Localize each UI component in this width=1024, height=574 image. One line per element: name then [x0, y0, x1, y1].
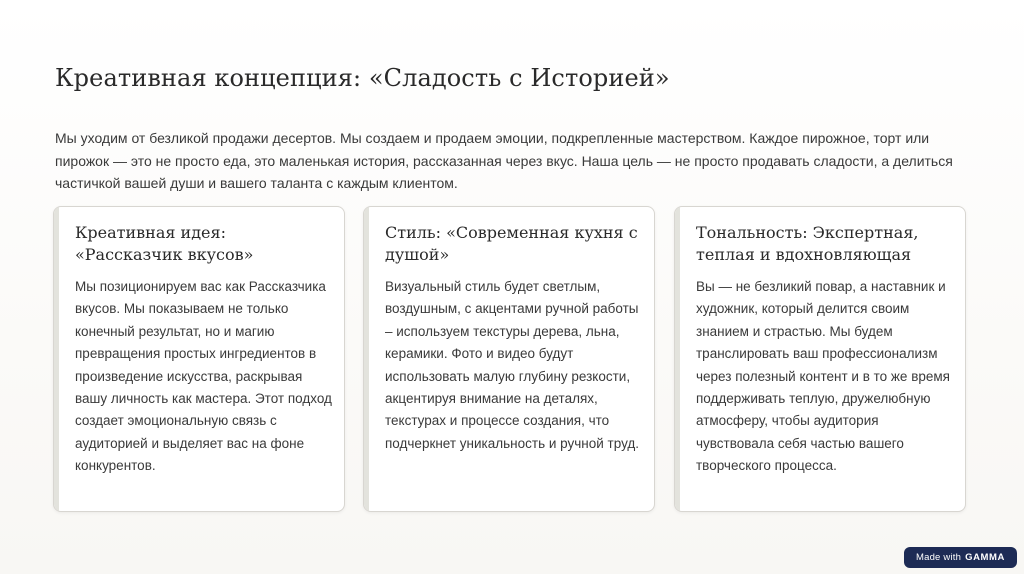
card-title: Тональность: Экспертная, теплая и вдохновляющая — [696, 223, 919, 264]
card-style — [363, 206, 655, 512]
badge-prefix: Made with — [915, 552, 962, 563]
card-title: Стиль: «Современная кухня с душой» — [385, 223, 638, 264]
card-body: Визуальный стиль будет светлым, воздушным, с акцентами ручной работы – используем текстуры дерева, льна, керамики. Фото и видео будут использовать малую глубину резкости, акцентируя внимание на деталях, текстурах и процессе создания, что подчеркнет уникальность и ручной труд. — [385, 279, 640, 451]
card-body: Вы — не безликий повар, а наставник и художник, который делится своим знанием и страстью. Мы будем транслировать ваш профессионализм через полезный контент и в то же время поддерживать теплую, дружелюбную атмосферу, чтобы аудитория чувствовала себя частью вашего творческого процесса. — [696, 279, 950, 474]
card-tone — [674, 206, 966, 512]
card-title: Креативная идея: «Рассказчик вкусов» — [75, 223, 254, 264]
intro-paragraph: Мы уходим от безликой продажи десертов. Мы создаем и продаем эмоции, подкрепленные мастерством. Каждое пирожное, торт или пирожок — это не просто еда, это маленькая история, рассказанная через вкус. Наша цель — не просто продавать сладости, а делиться частичкой вашей души и вашего таланта с каждым клиентом. — [55, 130, 953, 191]
slide-title: Креативная концепция: «Сладость с Историей» — [55, 64, 670, 92]
gamma-logo-text: GAMMA — [965, 552, 1006, 563]
made-with-gamma-badge[interactable] — [904, 547, 1017, 568]
card-creative-idea — [53, 206, 345, 512]
card-body: Мы позиционируем вас как Рассказчика вкусов. Мы показываем не только конечный результат, но и магию превращения простых ингредиентов в произведение искусства, раскрывая вашу личность как мастера. Этот подход создает эмоциональную связь с аудиторией и выделяет вас на фоне конкурентов. — [75, 279, 332, 474]
